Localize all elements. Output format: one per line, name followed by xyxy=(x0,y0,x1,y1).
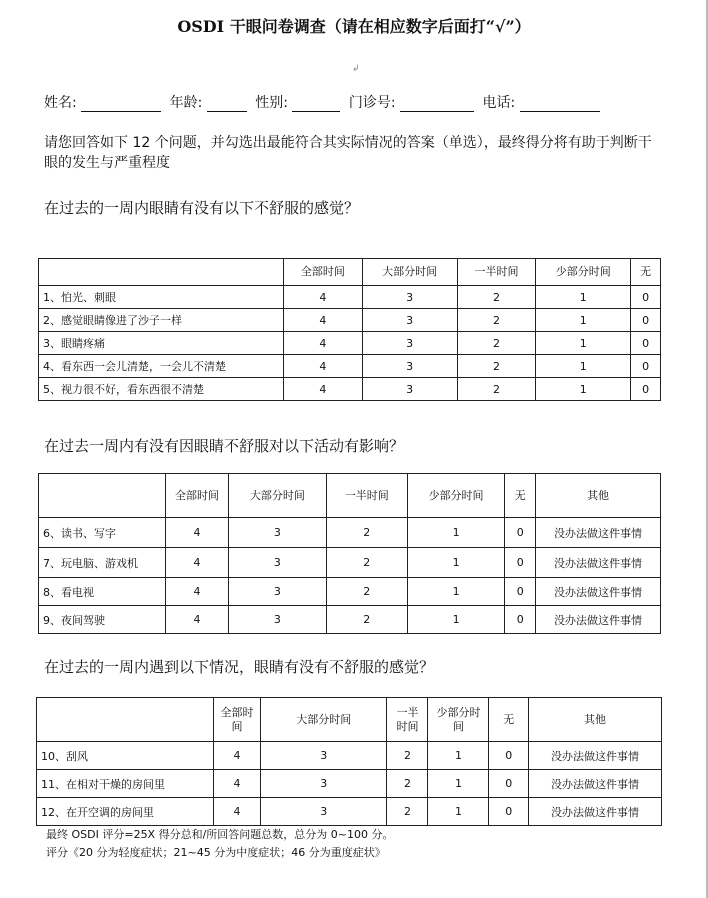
header-blank xyxy=(39,259,284,286)
section3-question: 在过去的一周内遇到以下情况，眼睛有没有不舒服的感觉？ xyxy=(44,658,435,676)
row-label: 8、看电视 xyxy=(39,578,166,606)
score-option[interactable]: 0 xyxy=(505,518,536,548)
section3-table xyxy=(36,697,662,826)
gender-label: 性别: xyxy=(255,95,288,111)
header-cell: 其他 xyxy=(536,474,661,518)
score-option[interactable]: 2 xyxy=(326,518,407,548)
score-option[interactable]: 1 xyxy=(428,798,489,826)
section1-question: 在过去的一周内眼睛有没有以下不舒服的感觉？ xyxy=(44,199,360,217)
score-option[interactable]: 1 xyxy=(536,355,631,378)
score-option[interactable]: 0 xyxy=(631,378,661,401)
header-cell: 大部分时间 xyxy=(362,259,457,286)
row-label: 6、读书、写字 xyxy=(39,518,166,548)
header-cell: 全部时间 xyxy=(284,259,363,286)
score-option[interactable]: 3 xyxy=(261,798,387,826)
scoring-formula: 最终 OSDI 评分=25X 得分总和/所回答问题总数，总分为 0~100 分。 xyxy=(46,828,394,841)
score-option[interactable]: 0 xyxy=(631,286,661,309)
score-option[interactable]: 0 xyxy=(631,332,661,355)
score-option[interactable]: 1 xyxy=(536,378,631,401)
phone-field[interactable] xyxy=(520,97,600,112)
paragraph-mark-icon: ↲ xyxy=(352,64,360,74)
score-option[interactable]: 0 xyxy=(489,770,529,798)
score-option[interactable]: 3 xyxy=(362,378,457,401)
age-label: 年龄: xyxy=(169,95,203,111)
header-cell: 大部分时间 xyxy=(229,474,327,518)
score-option[interactable]: 4 xyxy=(166,548,229,578)
score-option[interactable]: 3 xyxy=(362,355,457,378)
other-option[interactable]: 没办法做这件事情 xyxy=(529,770,662,798)
score-option[interactable]: 1 xyxy=(407,606,505,634)
score-option[interactable]: 0 xyxy=(489,742,529,770)
other-option[interactable]: 没办法做这件事情 xyxy=(536,548,661,578)
score-option[interactable]: 4 xyxy=(284,286,363,309)
header-cell: 少部分时间 xyxy=(407,474,505,518)
other-option[interactable]: 没办法做这件事情 xyxy=(529,742,662,770)
score-option[interactable]: 3 xyxy=(362,309,457,332)
score-option[interactable]: 2 xyxy=(457,332,536,355)
header-cell: 无 xyxy=(631,259,661,286)
score-option[interactable]: 3 xyxy=(229,578,327,606)
score-option[interactable]: 2 xyxy=(387,770,428,798)
other-option[interactable]: 没办法做这件事情 xyxy=(536,518,661,548)
row-label: 4、看东西一会儿清楚，一会儿不清楚 xyxy=(39,355,284,378)
score-option[interactable]: 1 xyxy=(407,518,505,548)
score-option[interactable]: 1 xyxy=(407,548,505,578)
gender-field[interactable] xyxy=(292,97,340,112)
score-option[interactable]: 4 xyxy=(214,742,261,770)
header-cell: 无 xyxy=(505,474,536,518)
score-option[interactable]: 0 xyxy=(505,578,536,606)
header-cell: 其他 xyxy=(529,698,662,742)
row-label: 10、刮风 xyxy=(37,742,214,770)
score-option[interactable]: 2 xyxy=(457,355,536,378)
score-option[interactable]: 1 xyxy=(407,578,505,606)
header-cell: 全部时间 xyxy=(214,698,261,742)
patient-info-row xyxy=(44,92,604,112)
name-label: 姓名: xyxy=(44,95,77,111)
header-blank xyxy=(39,474,166,518)
score-option[interactable]: 4 xyxy=(284,332,363,355)
score-option[interactable]: 3 xyxy=(362,332,457,355)
intro-text: 请您回答如下 12 个问题，并勾选出最能符合其实际情况的答案（单选），最终得分将有助于判断干眼的发生与严重程度 xyxy=(44,135,652,171)
section2-question: 在过去一周内有没有因眼睛不舒服对以下活动有影响？ xyxy=(44,437,405,455)
score-option[interactable]: 1 xyxy=(428,742,489,770)
score-option[interactable]: 4 xyxy=(214,798,261,826)
score-option[interactable]: 0 xyxy=(631,355,661,378)
score-option[interactable]: 4 xyxy=(284,309,363,332)
score-option[interactable]: 1 xyxy=(536,286,631,309)
phone-label: 电话: xyxy=(482,95,516,111)
score-option[interactable]: 2 xyxy=(326,578,407,606)
row-label: 9、夜间驾驶 xyxy=(39,606,166,634)
score-option[interactable]: 2 xyxy=(457,378,536,401)
row-label: 2、感觉眼睛像进了沙子一样 xyxy=(39,309,284,332)
score-option[interactable]: 2 xyxy=(387,742,428,770)
score-option[interactable]: 4 xyxy=(166,578,229,606)
score-option[interactable]: 0 xyxy=(505,548,536,578)
other-option[interactable]: 没办法做这件事情 xyxy=(536,578,661,606)
score-option[interactable]: 3 xyxy=(261,742,387,770)
score-option[interactable]: 4 xyxy=(284,355,363,378)
score-option[interactable]: 3 xyxy=(261,770,387,798)
score-option[interactable]: 2 xyxy=(326,606,407,634)
row-label: 12、在开空调的房间里 xyxy=(37,798,214,826)
header-cell: 少部分时间 xyxy=(428,698,489,742)
page-title: OSDI 干眼问卷调查（请在相应数字后面打“√”） xyxy=(177,17,531,36)
header-cell: 无 xyxy=(489,698,529,742)
score-option[interactable]: 4 xyxy=(214,770,261,798)
score-option[interactable]: 2 xyxy=(457,309,536,332)
clinic-number-label: 门诊号: xyxy=(348,95,396,111)
header-cell: 大部分时间 xyxy=(261,698,387,742)
score-option[interactable]: 0 xyxy=(505,606,536,634)
score-option[interactable]: 3 xyxy=(229,606,327,634)
header-cell: 少部分时间 xyxy=(536,259,631,286)
score-option[interactable]: 3 xyxy=(362,286,457,309)
score-option[interactable]: 2 xyxy=(387,798,428,826)
header-cell: 一半时间 xyxy=(457,259,536,286)
row-label: 3、眼睛疼痛 xyxy=(39,332,284,355)
score-option[interactable]: 1 xyxy=(536,309,631,332)
score-option[interactable]: 2 xyxy=(326,548,407,578)
row-label: 11、在相对干燥的房间里 xyxy=(37,770,214,798)
score-option[interactable]: 1 xyxy=(536,332,631,355)
header-cell: 一半时间 xyxy=(326,474,407,518)
score-option[interactable]: 4 xyxy=(166,606,229,634)
score-option[interactable]: 4 xyxy=(284,378,363,401)
age-field[interactable] xyxy=(207,97,247,112)
name-field[interactable] xyxy=(81,97,161,112)
section1-table xyxy=(38,258,661,401)
scoring-scale: 评分《20 分为轻度症状；21~45 分为中度症状；46 分为重度症状》 xyxy=(46,846,386,859)
score-option[interactable]: 0 xyxy=(631,309,661,332)
scoring-notes xyxy=(46,826,394,862)
row-label: 7、玩电脑、游戏机 xyxy=(39,548,166,578)
score-option[interactable]: 1 xyxy=(428,770,489,798)
other-option[interactable]: 没办法做这件事情 xyxy=(529,798,662,826)
score-option[interactable]: 2 xyxy=(457,286,536,309)
score-option[interactable]: 4 xyxy=(166,518,229,548)
header-cell: 全部时间 xyxy=(166,474,229,518)
other-option[interactable]: 没办法做这件事情 xyxy=(536,606,661,634)
header-cell: 一半时间 xyxy=(387,698,428,742)
score-option[interactable]: 3 xyxy=(229,548,327,578)
score-option[interactable]: 0 xyxy=(489,798,529,826)
score-option[interactable]: 3 xyxy=(229,518,327,548)
row-label: 1、怕光、刺眼 xyxy=(39,286,284,309)
clinic-number-field[interactable] xyxy=(400,97,474,112)
section2-table xyxy=(38,473,661,634)
header-blank xyxy=(37,698,214,742)
row-label: 5、视力很不好，看东西很不清楚 xyxy=(39,378,284,401)
